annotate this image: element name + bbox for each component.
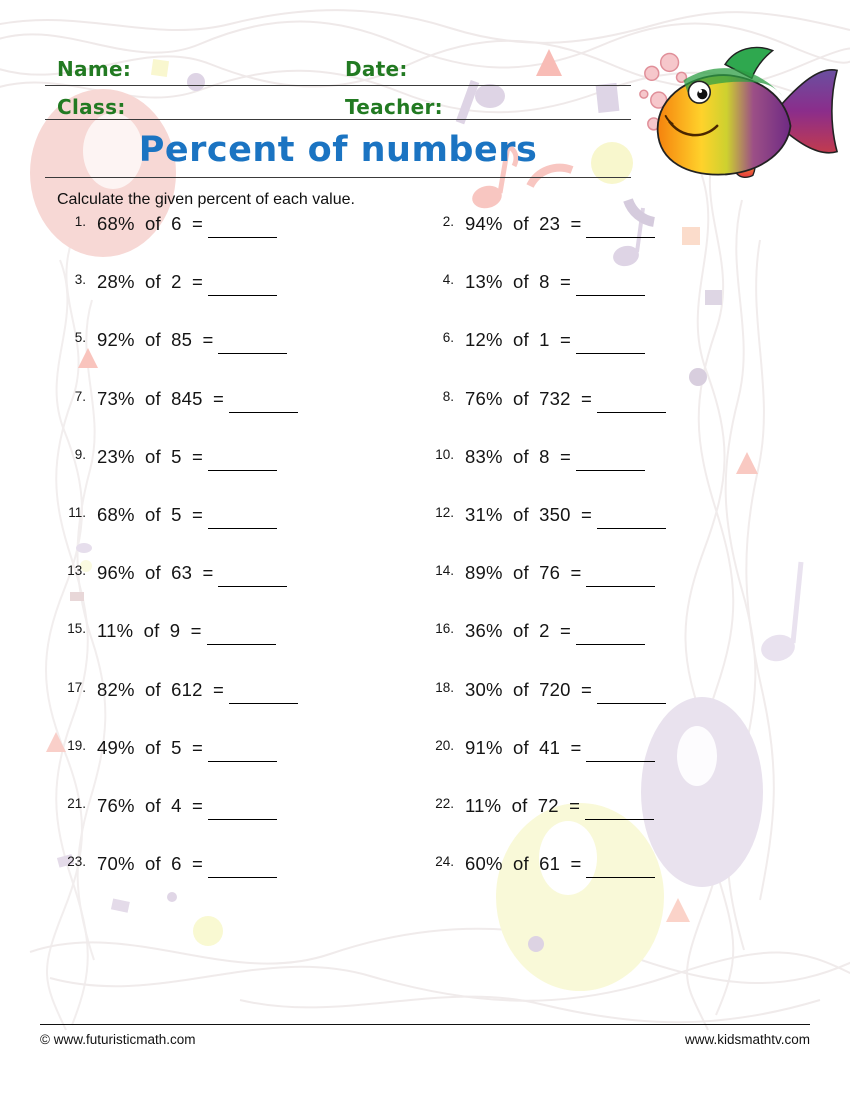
- problem-row: [430, 738, 822, 796]
- answer-blank: [576, 330, 645, 354]
- problem-number: 23.: [67, 854, 86, 870]
- answer-blank: [208, 796, 277, 820]
- problem-number: 7.: [74, 388, 86, 404]
- answer-blank: [576, 272, 645, 296]
- class-teacher-line: [45, 119, 631, 120]
- problem-row: [430, 796, 822, 854]
- problem-number: 16.: [435, 621, 454, 637]
- problem-expression: 11% of 72 =: [465, 794, 581, 816]
- answer-blank: [586, 738, 655, 762]
- problem-row: [62, 272, 430, 330]
- answer-blank: [585, 796, 654, 820]
- problem-expression: 96% of 63 =: [97, 562, 214, 584]
- problem-expression: 30% of 720 =: [465, 678, 592, 700]
- problem-row: [430, 854, 822, 912]
- problem-row: [62, 796, 430, 854]
- answer-blank: [576, 621, 645, 645]
- problem-expression: 68% of 5 =: [97, 503, 203, 525]
- problem-number: 21.: [67, 795, 86, 811]
- problem-row: [62, 330, 430, 388]
- answer-blank: [207, 621, 276, 645]
- problem-expression: 94% of 23 =: [465, 213, 582, 234]
- answer-blank: [208, 272, 277, 296]
- answer-blank: [229, 680, 298, 704]
- answer-blank: [597, 505, 666, 529]
- problem-row: [62, 621, 430, 679]
- date-label: Date:: [345, 57, 408, 81]
- problem-row: [62, 447, 430, 505]
- problem-expression: 91% of 41 =: [465, 736, 582, 758]
- problem-expression: 73% of 845 =: [97, 387, 224, 409]
- answer-blank: [218, 330, 287, 354]
- instruction-text: Calculate the given percent of each value.: [57, 191, 355, 208]
- problem-expression: 49% of 5 =: [97, 736, 203, 758]
- problem-expression: 31% of 350 =: [465, 503, 592, 525]
- problem-row: [62, 505, 430, 563]
- teacher-label: Teacher:: [345, 95, 443, 119]
- problem-number: 19.: [67, 737, 86, 753]
- answer-blank: [576, 447, 645, 471]
- problem-number: 13.: [67, 563, 86, 579]
- answer-blank: [208, 447, 277, 471]
- problem-number: 6.: [442, 330, 454, 346]
- footer-site-link: www.kidsmathtv.com: [684, 1032, 810, 1047]
- problem-row: [430, 505, 822, 563]
- problem-expression: 83% of 8 =: [465, 445, 571, 467]
- answer-blank: [229, 389, 298, 413]
- problem-row: [62, 854, 430, 912]
- name-label: Name:: [57, 57, 132, 81]
- problem-number: 10.: [435, 446, 454, 462]
- problem-expression: 13% of 8 =: [465, 271, 571, 293]
- name-date-line: [45, 85, 631, 86]
- title-underline: [45, 177, 631, 178]
- problem-number: 1.: [74, 214, 86, 229]
- problem-row: [430, 214, 822, 272]
- answer-blank: [218, 563, 287, 587]
- answer-blank: [208, 854, 277, 878]
- answer-blank: [597, 389, 666, 413]
- problem-number: 20.: [435, 737, 454, 753]
- problem-row: [430, 330, 822, 388]
- answer-blank: [208, 738, 277, 762]
- problem-expression: 76% of 732 =: [465, 387, 592, 409]
- problem-row: [430, 447, 822, 505]
- problem-number: 2.: [442, 214, 454, 229]
- problem-expression: 23% of 5 =: [97, 445, 203, 467]
- problem-expression: 82% of 612 =: [97, 678, 224, 700]
- problem-expression: 36% of 2 =: [465, 620, 571, 642]
- problem-row: [430, 389, 822, 447]
- problem-number: 15.: [67, 621, 86, 637]
- answer-blank: [586, 854, 655, 878]
- problem-number: 5.: [74, 330, 86, 346]
- problems-grid: [62, 214, 822, 912]
- problem-expression: 70% of 6 =: [97, 853, 203, 875]
- problem-expression: 12% of 1 =: [465, 329, 571, 351]
- problem-row: [430, 272, 822, 330]
- problem-number: 3.: [74, 272, 86, 288]
- problem-row: [430, 563, 822, 621]
- problem-row: [62, 389, 430, 447]
- problem-expression: 92% of 85 =: [97, 329, 214, 351]
- problem-number: 22.: [435, 795, 454, 811]
- problem-expression: 11% of 9 =: [97, 620, 202, 642]
- answer-blank: [208, 505, 277, 529]
- problem-expression: 68% of 6 =: [97, 213, 203, 234]
- problem-number: 4.: [442, 272, 454, 288]
- problem-number: 18.: [435, 679, 454, 695]
- problem-number: 11.: [68, 504, 86, 520]
- problem-row: [62, 214, 430, 272]
- problem-number: 17.: [67, 679, 86, 695]
- problem-number: 9.: [74, 446, 86, 462]
- problem-number: 24.: [435, 854, 454, 870]
- answer-blank: [586, 214, 655, 238]
- problem-expression: 89% of 76 =: [465, 562, 582, 584]
- problem-row: [62, 738, 430, 796]
- problem-row: [62, 563, 430, 621]
- problem-row: [430, 621, 822, 679]
- problem-expression: 60% of 61 =: [465, 853, 582, 875]
- problem-row: [430, 680, 822, 738]
- answer-blank: [586, 563, 655, 587]
- page-title: Percent of numbers: [138, 130, 538, 170]
- answer-blank: [208, 214, 277, 238]
- problem-number: 14.: [435, 563, 454, 579]
- footer-copyright: © www.futuristicmath.com: [40, 1032, 196, 1047]
- problem-expression: 28% of 2 =: [97, 271, 203, 293]
- class-label: Class:: [57, 95, 126, 119]
- footer: [40, 1024, 810, 1047]
- problem-number: 12.: [435, 504, 454, 520]
- problem-number: 8.: [442, 388, 454, 404]
- problem-expression: 76% of 4 =: [97, 794, 203, 816]
- answer-blank: [597, 680, 666, 704]
- problem-row: [62, 680, 430, 738]
